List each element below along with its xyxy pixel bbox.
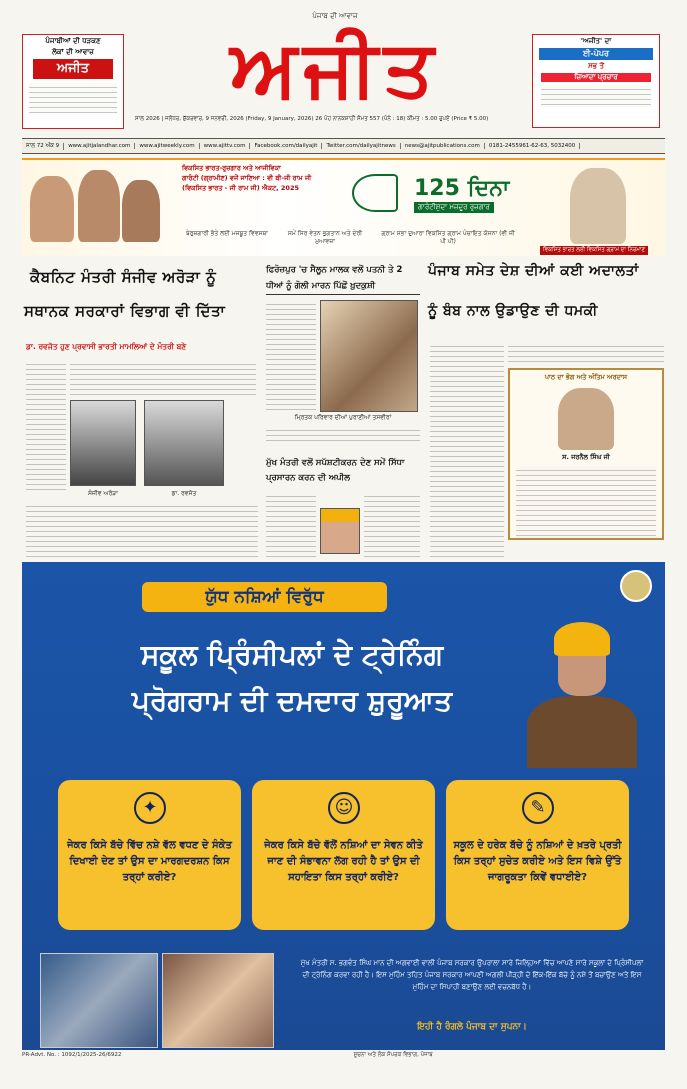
worker-figure: [30, 176, 74, 242]
info-item[interactable]: news@ajitpublications.com: [401, 143, 485, 149]
story4-text: [508, 342, 664, 364]
obituary-portrait: [558, 388, 614, 450]
top-advertisement: [22, 158, 665, 256]
masthead-tagline: ਪੰਜਾਬ ਦੀ ਆਵਾਜ਼: [312, 12, 358, 20]
logo-wordmark: ਅਜੀਤ: [230, 23, 440, 114]
drug-awareness-advertisement: [22, 562, 665, 1050]
top-ad-line2: ਗਾਰੰਟੀ (ਗ੍ਰਾਮੀਣ) ਵਜੋਂ ਜਾਣਿਆ : ਵੀ ਬੀ-ਜੀ ਰਾਮ ਜੀ: [182, 174, 312, 182]
story4-headline: ਪੰਜਾਬ ਸਮੇਤ ਦੇਸ਼ ਦੀਆਂ ਕਈ ਅਦਾਲਤਾਂ: [428, 263, 639, 279]
photo-caption: ਡਾ. ਰਵਜੋਤ: [171, 490, 197, 497]
photo-caption: ਮ੍ਰਿਤਕ ਪਰਿਵਾਰ ਦੀਆਂ ਪੁਰਾਣੀਆਂ ਤਸਵੀਰਾਂ: [294, 414, 392, 421]
card-text: ਜੇਕਰ ਕਿਸੇ ਬੱਚੇ ਵੱਲੋਂ ਨਸ਼ਿਆਂ ਦਾ ਸੇਵਨ ਕੀਤੇ ਜਾਣ ਦੀ ਸੰਭਾਵਨਾ ਲੱਗ ਰਹੀ ਹੈ ਤਾਂ ਉਸ ਦੀ ਸਹਾਇਤਾ ਕਿਸ ਤਰ੍ਹਾਂ ਕਰੀਏ?: [264, 840, 423, 883]
obituary-notice: [508, 368, 664, 540]
story1-text: [26, 502, 258, 557]
story1-headline: ਕੈਬਨਿਟ ਮੰਤਰੀ ਸੰਜੀਵ ਅਰੋੜਾ ਨੂੰ: [30, 268, 217, 286]
story2-headline: ਫਿਰੋਜ਼ਪੁਰ 'ਚ ਸੈਲੂਨ ਮਾਲਕ ਵਲੋਂ ਪਤਨੀ ਤੇ 2 ਧੀਆਂ ਨੂੰ ਗੋਲੀ ਮਾਰਨ ਪਿੱਛੋਂ ਖ਼ੁਦਕੁਸ਼ੀ: [266, 262, 420, 295]
face-shape: [558, 656, 606, 696]
story1-subhead: ਡਾ. ਰਵਜੋਤ ਹੁਣ ਪ੍ਰਵਾਸੀ ਭਾਰਤੀ ਮਾਮਲਿਆਂ ਦੇ ਮੰਤਰੀ ਬਣੇ: [26, 342, 187, 351]
info-item[interactable]: www.ajitweekly.com: [135, 143, 199, 149]
card-text: ਜੇਕਰ ਕਿਸੇ ਬੱਚੇ ਵਿੱਚ ਨਸ਼ੇ ਵੱਲ ਵਧਣ ਦੇ ਸੰਕੇਤ ਦਿਖਾਈ ਦੇਣ ਤਾਂ ਉਸ ਦਾ ਮਾਰਗਦਰਸ਼ਨ ਕਿਸ ਤਰ੍ਹਾਂ ਕਰੀਏ?: [67, 840, 232, 883]
left-box-fineprint: [29, 83, 117, 113]
story3-headline: ਮੁੱਖ ਮੰਤਰੀ ਵਲੋਂ ਸਪੱਸ਼ਟੀਕਰਨ ਦੇਣ ਸਮੇਂ ਸਿੱਧਾ ਪ੍ਰਸਾਰਨ ਕਰਨ ਦੀ ਅਪੀਲ: [266, 458, 405, 483]
story4-headline-2: ਨੂੰ ਬੰਬ ਨਾਲ ਉਡਾਉਣ ਦੀ ਧਮਕੀ: [428, 303, 598, 319]
story2-text: [266, 426, 420, 444]
left-box-line2: ਲੋਕਾਂ ਦੀ ਆਵਾਜ਼: [52, 48, 94, 56]
info-item[interactable]: www.ajittv.com: [200, 143, 251, 149]
right-box-line4: ਜ਼ਿਆਦਾ ਪ੍ਰਚਾਰ: [541, 73, 651, 82]
advt-number: PR-Advt. No. : 1092/1/2025-26/6922: [22, 1052, 122, 1058]
teacher-icon: ✎: [522, 792, 554, 824]
story1-text: [26, 360, 66, 490]
info-item: ਸਾਲ 72 ਅੰਕ 9: [22, 143, 64, 150]
top-ad-caption: ਸਮੇਂ ਸਿਰ ਵੇਤਨ ਭੁਗਤਾਨ ਅਤੇ ਦੇਰੀ ਮੁਆਵਜ਼ਾ: [287, 230, 363, 245]
worker-figure: [122, 180, 160, 242]
top-ad-caption: ਬੇਰੁਜ਼ਗਾਰੀ ਭੱਤੇ ਲਈ ਮਜ਼ਬੂਤ ਵਿਵਸਥਾ: [186, 230, 268, 237]
training-photo-1: [40, 953, 158, 1048]
bottom-bar: [22, 1052, 665, 1062]
ad-headline-2: ਪ੍ਰੋਗਰਾਮ ਦੀ ਦਮਦਾਰ ਸ਼ੁਰੂਆਤ: [131, 684, 453, 717]
question-card-1: [58, 780, 241, 930]
issuing-department: ਸੂਚਨਾ ਅਤੇ ਲੋਕ ਸੰਪਰਕ ਵਿਭਾਗ, ਪੰਜਾਬ: [353, 1052, 433, 1058]
story1-headline-2: ਸਥਾਨਕ ਸਰਕਾਰਾਂ ਵਿਭਾਗ ਵੀ ਦਿੱਤਾ: [24, 302, 226, 320]
ad-body-text: ਮੁੱਖ ਮੰਤਰੀ ਸ. ਭਗਵੰਤ ਸਿੰਘ ਮਾਨ ਦੀ ਅਗਵਾਈ ਵਾਲੀ ਪੰਜਾਬ ਸਰਕਾਰ ਉਪਰਾਲਾ ਸਾਰੇ ਜ਼ਿਲ੍ਹਿਆਂ ਵਿੱਚ ਆਪਣੇ ਸਾਰੇ ਸਕੂਲਾਂ ਦੇ ਪ੍ਰਿੰਸੀਪਲਾਂ ਦੀ ਟ੍ਰੇਨਿੰਗ ਕਰਵਾ ਰਹੀ ਹੈ। ਇਸ ਮੁਹਿੰਮ ਤਹਿਤ ਪੰਜਾਬ ਸਰਕਾਰ ਆਪਣੀ ਅਗਲੀ ਪੀੜ੍ਹੀ ਦੇ ਇੱਕ-ਇੱਕ ਬੱਚੇ ਨੂੰ ਨਸ਼ੇ ਤੋਂ ਬਚਾਉਣ ਅਤੇ ਇਸ ਮੁਹਿੰਮ ਦਾ ਸਿਪਾਹੀ ਬਣਾਉਣ ਲਈ ਵਚਨਬੱਧ ਹੈ।: [300, 959, 644, 991]
top-ad-caption: ਗ੍ਰਾਮ ਸਭਾ ਦੁਆਰਾ ਵਿਕਸਿਤ ਗ੍ਰਾਮ ਪੰਚਾਇਤ ਯੋਜਨਾ (ਵੀ ਜੀ ਪੀ ਪੀ): [381, 230, 515, 245]
story4-text: [430, 342, 504, 557]
cm-portrait: [522, 622, 642, 772]
obituary-heading: ਪਾਠ ਦਾ ਭੋਗ ਅਤੇ ਅੰਤਿਮ ਅਰਦਾਸ: [544, 373, 628, 381]
ravjot-photo: [144, 400, 224, 486]
info-bar: [22, 138, 665, 154]
right-box-line1: 'ਅਜੀਤ' ਦਾ: [580, 37, 612, 45]
info-item: 0181-2455961-62-63, 5032400: [485, 143, 580, 149]
left-box-line1: ਪੰਜਾਬੀਆਂ ਦੀ ਧੜਕਣ: [45, 37, 101, 45]
pills-icon: ✦: [134, 792, 166, 824]
question-card-2: [252, 780, 435, 930]
family-photo: [320, 300, 418, 412]
worker-figure: [78, 170, 120, 242]
obituary-name: ਸ. ਜਰਨੈਲ ਸਿੰਘ ਜੀ: [562, 453, 610, 461]
training-photo-2: [162, 953, 274, 1048]
top-ad-sub: ਗਾਰੰਟੀਸ਼ੁਦਾ ਮਜ਼ਦੂਰ ਰੁਜ਼ਗਾਰ: [414, 202, 494, 213]
question-card-3: [446, 780, 629, 930]
masthead-logo: [170, 12, 500, 127]
dateline: ਸਾਲ 2026 | ਜਲੰਧਰ, ਸ਼ੁੱਕਰਵਾਰ, 9 ਜਨਵਰੀ, 2026 (Friday, 9 January, 2026) 26 ਪੋਹ ਨਾਨਕਸ਼ਾਹੀ ਸੰਮਤ 557 (ਪੰਨੇ : 18) ਕੀਮਤ : 5.00 ਰੁਪਏ (Price ₹ 5.00): [135, 116, 489, 122]
govt-emblem-icon: [620, 570, 652, 602]
left-box-badge: ਅਜੀਤ: [33, 59, 113, 79]
story3-text: [266, 492, 316, 557]
story1-text: [70, 360, 256, 396]
ad-headline-1: ਸਕੂਲ ਪ੍ਰਿੰਸੀਪਲਾਂ ਦੇ ਟ੍ਰੇਨਿੰਗ: [140, 638, 444, 671]
right-box-line2: ਈ-ਪੇਪਰ: [539, 48, 653, 60]
top-ad-big: 125 ਦਿਨਾ: [414, 176, 510, 201]
family-icon: ☺: [328, 792, 360, 824]
turban-shape: [554, 622, 610, 656]
obituary-text: [516, 466, 656, 538]
sanjeev-arora-photo: [70, 400, 136, 486]
cm-photo: [320, 508, 360, 554]
card-text: ਸਕੂਲ ਦੇ ਹਰੇਕ ਬੱਚੇ ਨੂੰ ਨਸ਼ਿਆਂ ਦੇ ਖ਼ਤਰੇ ਪ੍ਰਤੀ ਕਿਸ ਤਰ੍ਹਾਂ ਸੁਚੇਤ ਕਰੀਏ ਅਤੇ ਇਸ ਵਿਸ਼ੇ ਉੱਤੇ ਜਾਗਰੂਕਤਾ ਕਿਵੇਂ ਵਧਾਈਏ?: [453, 840, 622, 883]
ad-campaign-label: ਯੁੱਧ ਨਸ਼ਿਆਂ ਵਿਰੁੱਧ: [142, 582, 387, 612]
info-item[interactable]: Twitter.com/dailyajitnews: [322, 143, 400, 149]
info-item[interactable]: Facebook.com/dailyajit: [250, 143, 322, 149]
top-ad-line3: (ਵਿਕਸਿਤ ਭਾਰਤ - ਜੀ ਰਾਮ ਜੀ) ਐਕਟ, 2025: [182, 184, 299, 192]
right-box-line3: ਸਭ ਤੋਂ: [588, 62, 604, 70]
pm-portrait: [570, 168, 626, 244]
megaphone-icon: [352, 174, 398, 212]
ad-slogan: ਇਹੀ ਹੈ ਰੰਗਲੇ ਪੰਜਾਬ ਦਾ ਸੁਪਨਾ।: [417, 1022, 527, 1032]
story3-text: [364, 492, 420, 557]
top-ad-footer: ਵਿਕਸਿਤ ਭਾਰਤ ਲਈ ਵਿਕਸਿਤ ਗ੍ਰਾਮ ਦਾ ਨਿਰਮਾਣ: [540, 246, 648, 255]
masthead-left-box: [22, 34, 124, 129]
story2-text: [266, 300, 316, 410]
masthead-right-box: [532, 34, 660, 128]
right-box-fineprint: [541, 85, 651, 107]
jacket-shape: [527, 696, 637, 768]
info-item[interactable]: www.ajitjalandhar.com: [64, 143, 135, 149]
top-ad-line1: ਵਿਕਸਿਤ ਭਾਰਤ-ਰੁਜ਼ਗਾਰ ਅਤੇ ਆਜੀਵਿਕਾ: [182, 164, 281, 172]
photo-caption: ਸੰਜੀਵ ਅਰੋੜਾ: [88, 490, 118, 497]
